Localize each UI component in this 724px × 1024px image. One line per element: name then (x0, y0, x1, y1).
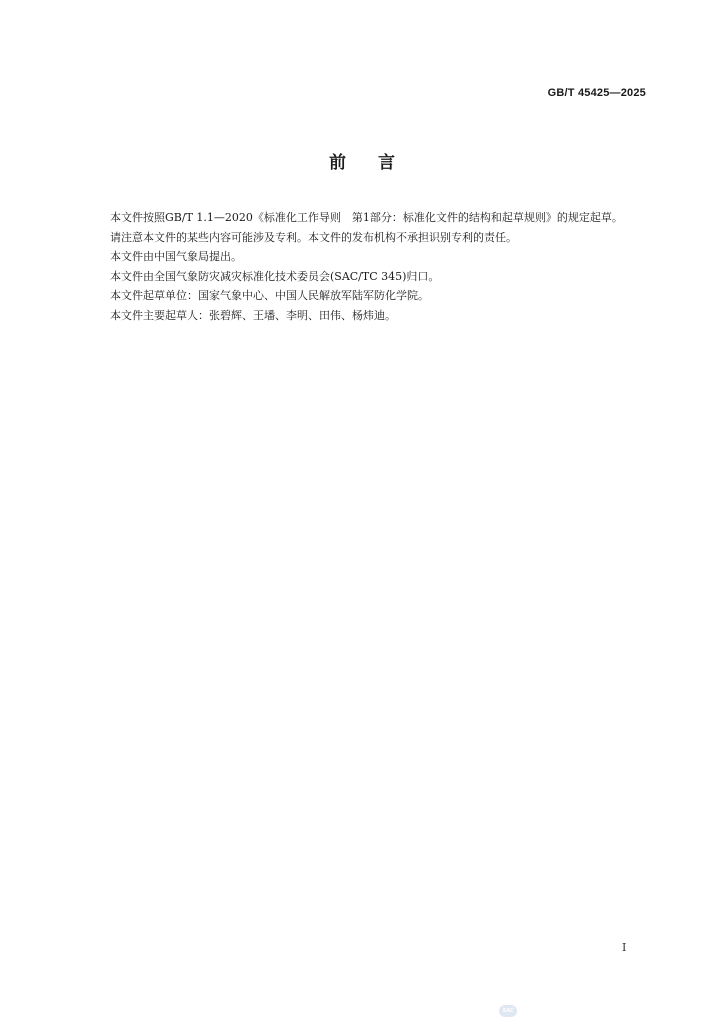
paragraph-drafting-rules: 本文件按照GB/T 1.1—2020《标准化工作导则 第1部分：标准化文件的结构和起草规则》的规定起草。 (110, 211, 623, 224)
standard-code: GB/T 45425—2025 (547, 87, 646, 99)
page-title: 前言 (329, 153, 427, 173)
paragraph-proposer: 本文件由中国气象局提出。 (110, 250, 242, 263)
paragraph-patent-notice: 请注意本文件的某些内容可能涉及专利。本文件的发布机构不承担识别专利的责任。 (110, 230, 517, 244)
foreword-body (88, 208, 648, 325)
paragraph-drafting-units: 本文件起草单位：国家气象中心、中国人民解放军陆军防化学院。 (110, 289, 429, 302)
sac-logo-icon: SAC (499, 1005, 517, 1017)
paragraph-committee: 本文件由全国气象防灾减灾标准化技术委员会(SAC/TC 345)归口。 (110, 269, 440, 283)
paragraph-drafters: 本文件主要起草人：张碧辉、王墦、李明、田伟、杨炜迪。 (110, 308, 396, 322)
page-number: I (622, 941, 627, 954)
